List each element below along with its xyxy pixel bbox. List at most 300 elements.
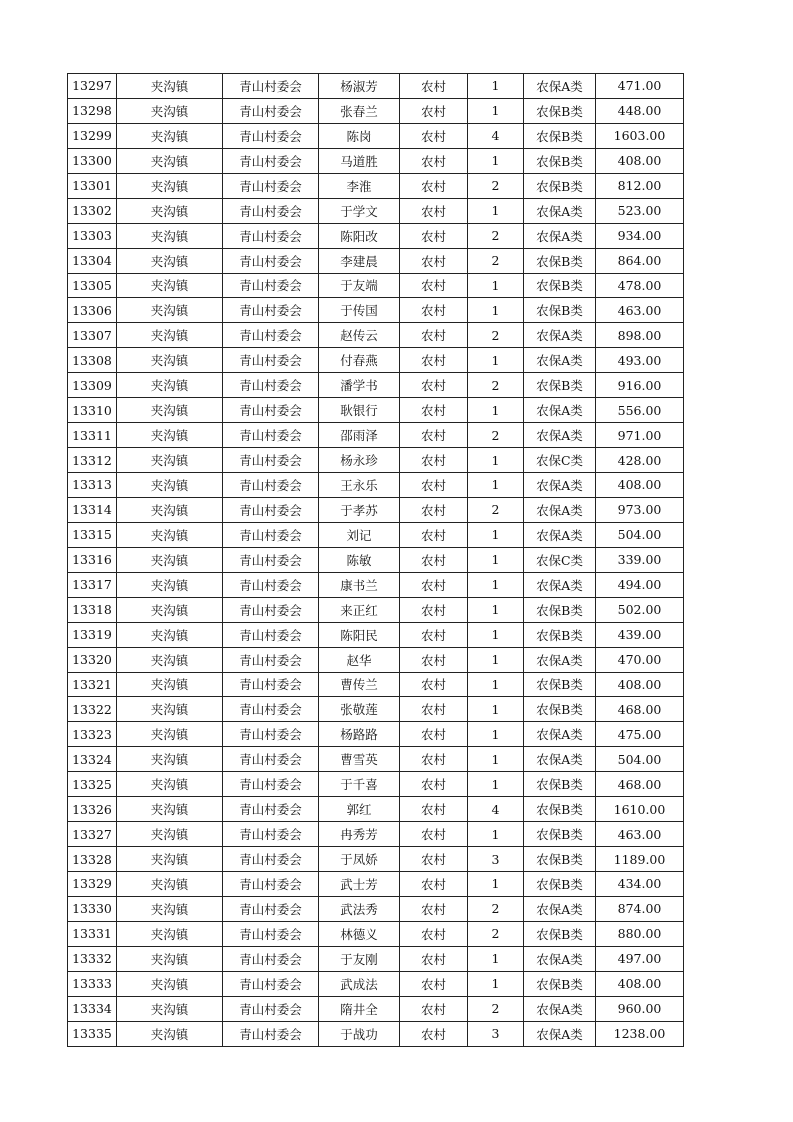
member-count-cell: 1: [468, 622, 524, 647]
record-id-cell: 13316: [68, 547, 117, 572]
village-committee-cell: 青山村委会: [223, 373, 319, 398]
person-name-cell: 曹雪英: [319, 747, 400, 772]
household-type-cell: 农村: [400, 996, 468, 1021]
member-count-cell: 1: [468, 198, 524, 223]
town-cell: 夹沟镇: [117, 971, 223, 996]
table-row: [68, 847, 684, 872]
person-name-cell: 于友刚: [319, 946, 400, 971]
person-name-cell: 武成法: [319, 971, 400, 996]
insurance-category-cell: 农保B类: [524, 772, 596, 797]
record-id-cell: 13332: [68, 946, 117, 971]
member-count-cell: 1: [468, 672, 524, 697]
town-cell: 夹沟镇: [117, 772, 223, 797]
amount-cell: 493.00: [596, 348, 684, 373]
insurance-category-cell: 农保B类: [524, 273, 596, 298]
town-cell: 夹沟镇: [117, 647, 223, 672]
table-row: [68, 896, 684, 921]
record-id-cell: 13315: [68, 522, 117, 547]
amount-cell: 339.00: [596, 547, 684, 572]
member-count-cell: 2: [468, 373, 524, 398]
town-cell: 夹沟镇: [117, 747, 223, 772]
town-cell: 夹沟镇: [117, 248, 223, 273]
household-type-cell: 农村: [400, 547, 468, 572]
table-row: [68, 348, 684, 373]
table-row: [68, 822, 684, 847]
household-type-cell: 农村: [400, 398, 468, 423]
record-id-cell: 13298: [68, 98, 117, 123]
amount-cell: 448.00: [596, 98, 684, 123]
person-name-cell: 赵华: [319, 647, 400, 672]
table-row: [68, 697, 684, 722]
member-count-cell: 2: [468, 921, 524, 946]
table-row: [68, 996, 684, 1021]
village-committee-cell: 青山村委会: [223, 198, 319, 223]
person-name-cell: 杨路路: [319, 722, 400, 747]
table-row: [68, 223, 684, 248]
record-id-cell: 13318: [68, 597, 117, 622]
person-name-cell: 陈敏: [319, 547, 400, 572]
village-committee-cell: 青山村委会: [223, 822, 319, 847]
amount-cell: 556.00: [596, 398, 684, 423]
person-name-cell: 潘学书: [319, 373, 400, 398]
village-committee-cell: 青山村委会: [223, 448, 319, 473]
member-count-cell: 1: [468, 747, 524, 772]
record-id-cell: 13303: [68, 223, 117, 248]
record-id-cell: 13330: [68, 896, 117, 921]
amount-cell: 916.00: [596, 373, 684, 398]
table-row: [68, 772, 684, 797]
person-name-cell: 耿银行: [319, 398, 400, 423]
insurance-category-cell: 农保B类: [524, 98, 596, 123]
record-id-cell: 13301: [68, 173, 117, 198]
town-cell: 夹沟镇: [117, 722, 223, 747]
table-row: [68, 448, 684, 473]
member-count-cell: 1: [468, 872, 524, 897]
member-count-cell: 1: [468, 398, 524, 423]
member-count-cell: 1: [468, 348, 524, 373]
town-cell: 夹沟镇: [117, 697, 223, 722]
village-committee-cell: 青山村委会: [223, 996, 319, 1021]
household-type-cell: 农村: [400, 697, 468, 722]
town-cell: 夹沟镇: [117, 98, 223, 123]
village-committee-cell: 青山村委会: [223, 946, 319, 971]
table-row: [68, 74, 684, 99]
amount-cell: 960.00: [596, 996, 684, 1021]
person-name-cell: 于学文: [319, 198, 400, 223]
insurance-category-cell: 农保B类: [524, 173, 596, 198]
amount-cell: 408.00: [596, 148, 684, 173]
amount-cell: 475.00: [596, 722, 684, 747]
household-type-cell: 农村: [400, 797, 468, 822]
household-type-cell: 农村: [400, 473, 468, 498]
person-name-cell: 杨淑芳: [319, 74, 400, 99]
insurance-category-cell: 农保B类: [524, 622, 596, 647]
village-committee-cell: 青山村委会: [223, 672, 319, 697]
village-committee-cell: 青山村委会: [223, 323, 319, 348]
village-committee-cell: 青山村委会: [223, 697, 319, 722]
record-id-cell: 13317: [68, 572, 117, 597]
village-committee-cell: 青山村委会: [223, 772, 319, 797]
amount-cell: 880.00: [596, 921, 684, 946]
person-name-cell: 武法秀: [319, 896, 400, 921]
record-id-cell: 13311: [68, 423, 117, 448]
record-id-cell: 13328: [68, 847, 117, 872]
person-name-cell: 张敬莲: [319, 697, 400, 722]
person-name-cell: 陈阳改: [319, 223, 400, 248]
insurance-category-cell: 农保C类: [524, 448, 596, 473]
person-name-cell: 李建晨: [319, 248, 400, 273]
village-committee-cell: 青山村委会: [223, 921, 319, 946]
household-type-cell: 农村: [400, 896, 468, 921]
member-count-cell: 1: [468, 547, 524, 572]
amount-cell: 934.00: [596, 223, 684, 248]
record-id-cell: 13313: [68, 473, 117, 498]
household-type-cell: 农村: [400, 173, 468, 198]
insurance-category-cell: 农保B类: [524, 123, 596, 148]
insurance-category-cell: 农保B类: [524, 248, 596, 273]
household-type-cell: 农村: [400, 148, 468, 173]
record-id-cell: 13335: [68, 1021, 117, 1046]
person-name-cell: 付春燕: [319, 348, 400, 373]
record-id-cell: 13297: [68, 74, 117, 99]
table-row: [68, 722, 684, 747]
village-committee-cell: 青山村委会: [223, 847, 319, 872]
village-committee-cell: 青山村委会: [223, 348, 319, 373]
person-name-cell: 陈岗: [319, 123, 400, 148]
person-name-cell: 赵传云: [319, 323, 400, 348]
record-id-cell: 13304: [68, 248, 117, 273]
household-type-cell: 农村: [400, 74, 468, 99]
household-type-cell: 农村: [400, 123, 468, 148]
member-count-cell: 1: [468, 971, 524, 996]
household-type-cell: 农村: [400, 273, 468, 298]
insurance-category-cell: 农保B类: [524, 971, 596, 996]
amount-cell: 864.00: [596, 248, 684, 273]
record-id-cell: 13307: [68, 323, 117, 348]
village-committee-cell: 青山村委会: [223, 398, 319, 423]
record-id-cell: 13320: [68, 647, 117, 672]
table-row: [68, 273, 684, 298]
village-committee-cell: 青山村委会: [223, 497, 319, 522]
town-cell: 夹沟镇: [117, 74, 223, 99]
town-cell: 夹沟镇: [117, 497, 223, 522]
amount-cell: 812.00: [596, 173, 684, 198]
amount-cell: 478.00: [596, 273, 684, 298]
household-type-cell: 农村: [400, 572, 468, 597]
record-id-cell: 13302: [68, 198, 117, 223]
member-count-cell: 3: [468, 847, 524, 872]
table-row: [68, 522, 684, 547]
member-count-cell: 1: [468, 273, 524, 298]
person-name-cell: 马道胜: [319, 148, 400, 173]
insurance-category-cell: 农保A类: [524, 572, 596, 597]
insurance-category-cell: 农保A类: [524, 323, 596, 348]
person-name-cell: 刘记: [319, 522, 400, 547]
town-cell: 夹沟镇: [117, 198, 223, 223]
insurance-category-cell: 农保B类: [524, 697, 596, 722]
household-type-cell: 农村: [400, 971, 468, 996]
amount-cell: 523.00: [596, 198, 684, 223]
amount-cell: 408.00: [596, 672, 684, 697]
insurance-category-cell: 农保B类: [524, 672, 596, 697]
amount-cell: 898.00: [596, 323, 684, 348]
person-name-cell: 康书兰: [319, 572, 400, 597]
record-id-cell: 13327: [68, 822, 117, 847]
town-cell: 夹沟镇: [117, 921, 223, 946]
village-committee-cell: 青山村委会: [223, 1021, 319, 1046]
amount-cell: 1189.00: [596, 847, 684, 872]
record-id-cell: 13310: [68, 398, 117, 423]
town-cell: 夹沟镇: [117, 323, 223, 348]
table-row: [68, 373, 684, 398]
village-committee-cell: 青山村委会: [223, 722, 319, 747]
household-type-cell: 农村: [400, 348, 468, 373]
member-count-cell: 1: [468, 597, 524, 622]
village-committee-cell: 青山村委会: [223, 248, 319, 273]
member-count-cell: 4: [468, 123, 524, 148]
insurance-category-cell: 农保A类: [524, 522, 596, 547]
household-type-cell: 农村: [400, 722, 468, 747]
person-name-cell: 陈阳民: [319, 622, 400, 647]
member-count-cell: 1: [468, 148, 524, 173]
town-cell: 夹沟镇: [117, 1021, 223, 1046]
household-type-cell: 农村: [400, 497, 468, 522]
village-committee-cell: 青山村委会: [223, 123, 319, 148]
town-cell: 夹沟镇: [117, 872, 223, 897]
member-count-cell: 2: [468, 996, 524, 1021]
person-name-cell: 于战功: [319, 1021, 400, 1046]
person-name-cell: 杨永珍: [319, 448, 400, 473]
town-cell: 夹沟镇: [117, 622, 223, 647]
table-row: [68, 323, 684, 348]
household-type-cell: 农村: [400, 1021, 468, 1046]
village-committee-cell: 青山村委会: [223, 971, 319, 996]
town-cell: 夹沟镇: [117, 896, 223, 921]
insurance-category-cell: 农保A类: [524, 896, 596, 921]
village-committee-cell: 青山村委会: [223, 473, 319, 498]
record-id-cell: 13308: [68, 348, 117, 373]
member-count-cell: 2: [468, 896, 524, 921]
amount-cell: 971.00: [596, 423, 684, 448]
table-row: [68, 398, 684, 423]
insurance-category-cell: 农保A类: [524, 497, 596, 522]
table-row: [68, 647, 684, 672]
person-name-cell: 于凤娇: [319, 847, 400, 872]
amount-cell: 504.00: [596, 522, 684, 547]
town-cell: 夹沟镇: [117, 996, 223, 1021]
village-committee-cell: 青山村委会: [223, 747, 319, 772]
amount-cell: 494.00: [596, 572, 684, 597]
household-type-cell: 农村: [400, 747, 468, 772]
town-cell: 夹沟镇: [117, 348, 223, 373]
record-id-cell: 13309: [68, 373, 117, 398]
town-cell: 夹沟镇: [117, 298, 223, 323]
member-count-cell: 4: [468, 797, 524, 822]
insurance-category-cell: 农保B类: [524, 148, 596, 173]
person-name-cell: 曹传兰: [319, 672, 400, 697]
table-row: [68, 971, 684, 996]
town-cell: 夹沟镇: [117, 448, 223, 473]
table-row: [68, 473, 684, 498]
table-row: [68, 622, 684, 647]
village-committee-cell: 青山村委会: [223, 148, 319, 173]
town-cell: 夹沟镇: [117, 173, 223, 198]
member-count-cell: 1: [468, 473, 524, 498]
table-row: [68, 797, 684, 822]
table-row: [68, 298, 684, 323]
table-row: [68, 123, 684, 148]
table-row: [68, 1021, 684, 1046]
town-cell: 夹沟镇: [117, 398, 223, 423]
table-row: [68, 946, 684, 971]
record-id-cell: 13312: [68, 448, 117, 473]
insurance-category-cell: 农保B类: [524, 373, 596, 398]
household-type-cell: 农村: [400, 298, 468, 323]
record-id-cell: 13325: [68, 772, 117, 797]
record-id-cell: 13323: [68, 722, 117, 747]
person-name-cell: 郭红: [319, 797, 400, 822]
household-type-cell: 农村: [400, 373, 468, 398]
household-type-cell: 农村: [400, 98, 468, 123]
insurance-category-cell: 农保A类: [524, 722, 596, 747]
table-row: [68, 148, 684, 173]
record-id-cell: 13326: [68, 797, 117, 822]
record-id-cell: 13319: [68, 622, 117, 647]
insurance-category-cell: 农保A类: [524, 747, 596, 772]
insurance-category-cell: 农保B类: [524, 921, 596, 946]
amount-cell: 1603.00: [596, 123, 684, 148]
record-id-cell: 13322: [68, 697, 117, 722]
village-committee-cell: 青山村委会: [223, 423, 319, 448]
town-cell: 夹沟镇: [117, 822, 223, 847]
village-committee-cell: 青山村委会: [223, 98, 319, 123]
person-name-cell: 于千喜: [319, 772, 400, 797]
member-count-cell: 2: [468, 497, 524, 522]
town-cell: 夹沟镇: [117, 672, 223, 697]
town-cell: 夹沟镇: [117, 522, 223, 547]
person-name-cell: 张春兰: [319, 98, 400, 123]
insurance-category-cell: 农保B类: [524, 597, 596, 622]
amount-cell: 434.00: [596, 872, 684, 897]
person-name-cell: 于传国: [319, 298, 400, 323]
table-row: [68, 547, 684, 572]
person-name-cell: 隋井全: [319, 996, 400, 1021]
member-count-cell: 1: [468, 98, 524, 123]
record-id-cell: 13305: [68, 273, 117, 298]
town-cell: 夹沟镇: [117, 273, 223, 298]
household-type-cell: 农村: [400, 597, 468, 622]
insurance-category-cell: 农保A类: [524, 647, 596, 672]
member-count-cell: 1: [468, 74, 524, 99]
insurance-category-cell: 农保B类: [524, 298, 596, 323]
amount-cell: 504.00: [596, 747, 684, 772]
amount-cell: 439.00: [596, 622, 684, 647]
amount-cell: 408.00: [596, 971, 684, 996]
village-committee-cell: 青山村委会: [223, 622, 319, 647]
table-row: [68, 198, 684, 223]
person-name-cell: 于孝苏: [319, 497, 400, 522]
town-cell: 夹沟镇: [117, 148, 223, 173]
amount-cell: 470.00: [596, 647, 684, 672]
amount-cell: 502.00: [596, 597, 684, 622]
village-committee-cell: 青山村委会: [223, 223, 319, 248]
table-row: [68, 872, 684, 897]
village-committee-cell: 青山村委会: [223, 273, 319, 298]
table-row: [68, 423, 684, 448]
insurance-category-cell: 农保C类: [524, 547, 596, 572]
household-type-cell: 农村: [400, 248, 468, 273]
table-row: [68, 497, 684, 522]
household-type-cell: 农村: [400, 198, 468, 223]
amount-cell: 874.00: [596, 896, 684, 921]
record-id-cell: 13324: [68, 747, 117, 772]
table-row: [68, 173, 684, 198]
insurance-category-cell: 农保A类: [524, 198, 596, 223]
member-count-cell: 1: [468, 772, 524, 797]
town-cell: 夹沟镇: [117, 423, 223, 448]
person-name-cell: 冉秀芳: [319, 822, 400, 847]
village-committee-cell: 青山村委会: [223, 173, 319, 198]
amount-cell: 463.00: [596, 822, 684, 847]
insurance-category-cell: 农保A类: [524, 398, 596, 423]
record-id-cell: 13299: [68, 123, 117, 148]
amount-cell: 973.00: [596, 497, 684, 522]
insurance-category-cell: 农保B类: [524, 797, 596, 822]
household-type-cell: 农村: [400, 622, 468, 647]
household-type-cell: 农村: [400, 672, 468, 697]
person-name-cell: 李淮: [319, 173, 400, 198]
town-cell: 夹沟镇: [117, 572, 223, 597]
town-cell: 夹沟镇: [117, 373, 223, 398]
household-type-cell: 农村: [400, 323, 468, 348]
member-count-cell: 2: [468, 248, 524, 273]
household-type-cell: 农村: [400, 946, 468, 971]
town-cell: 夹沟镇: [117, 946, 223, 971]
amount-cell: 471.00: [596, 74, 684, 99]
records-table: [67, 73, 684, 1047]
record-id-cell: 13333: [68, 971, 117, 996]
member-count-cell: 2: [468, 223, 524, 248]
household-type-cell: 农村: [400, 522, 468, 547]
village-committee-cell: 青山村委会: [223, 797, 319, 822]
member-count-cell: 1: [468, 946, 524, 971]
town-cell: 夹沟镇: [117, 223, 223, 248]
record-id-cell: 13329: [68, 872, 117, 897]
amount-cell: 497.00: [596, 946, 684, 971]
amount-cell: 468.00: [596, 697, 684, 722]
insurance-category-cell: 农保A类: [524, 348, 596, 373]
village-committee-cell: 青山村委会: [223, 896, 319, 921]
amount-cell: 1610.00: [596, 797, 684, 822]
village-committee-cell: 青山村委会: [223, 522, 319, 547]
village-committee-cell: 青山村委会: [223, 647, 319, 672]
household-type-cell: 农村: [400, 423, 468, 448]
table-row: [68, 597, 684, 622]
member-count-cell: 2: [468, 323, 524, 348]
amount-cell: 1238.00: [596, 1021, 684, 1046]
amount-cell: 468.00: [596, 772, 684, 797]
record-id-cell: 13331: [68, 921, 117, 946]
household-type-cell: 农村: [400, 772, 468, 797]
town-cell: 夹沟镇: [117, 473, 223, 498]
town-cell: 夹沟镇: [117, 547, 223, 572]
insurance-category-cell: 农保B类: [524, 822, 596, 847]
member-count-cell: 1: [468, 647, 524, 672]
town-cell: 夹沟镇: [117, 847, 223, 872]
record-id-cell: 13334: [68, 996, 117, 1021]
insurance-category-cell: 农保B类: [524, 872, 596, 897]
village-committee-cell: 青山村委会: [223, 572, 319, 597]
